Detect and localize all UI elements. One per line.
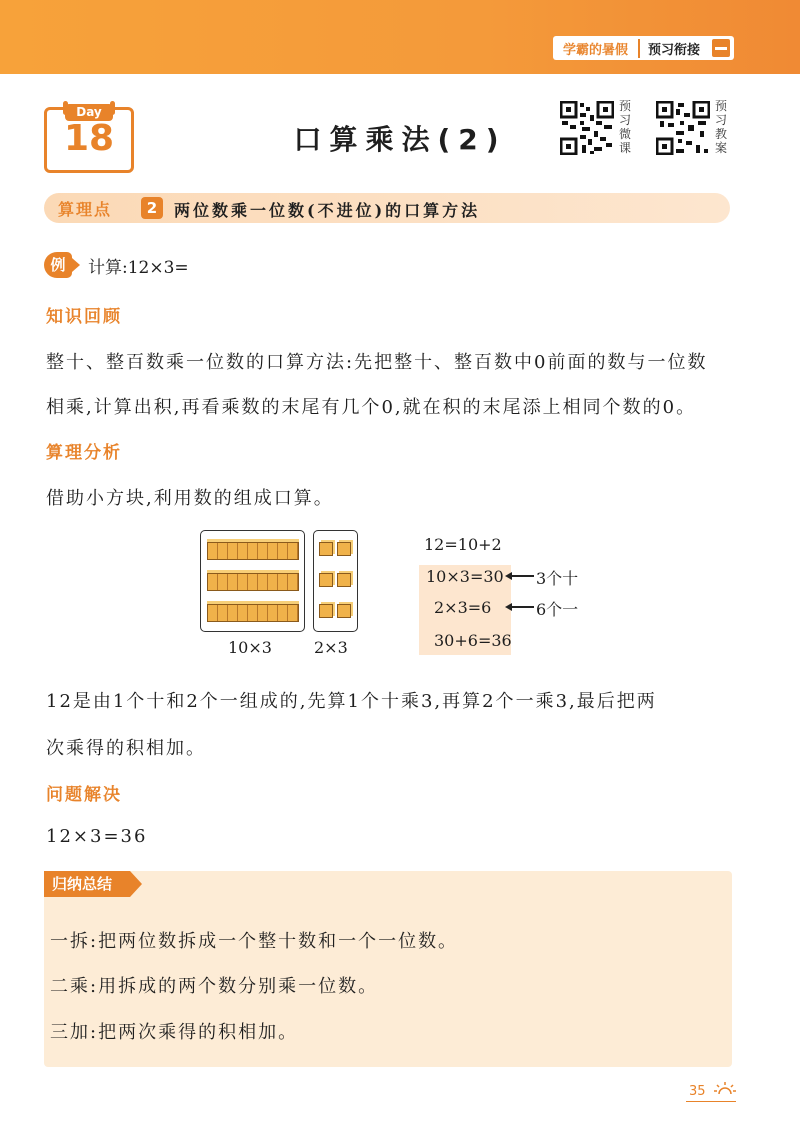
page-title: 口算乘法(2) [293, 123, 507, 156]
summary-step-add: 三加:把两次乘得的积相加。 [50, 1022, 299, 1043]
calc-step-2: 10×3=30 [426, 567, 504, 586]
key-point-label: 算理点 [58, 200, 113, 219]
example-badge: 例 [44, 252, 72, 278]
review-heading: 知识回顾 [46, 307, 122, 327]
solution-heading: 问题解决 [46, 785, 122, 805]
analysis-intro: 借助小方块,利用数的组成口算。 [46, 488, 334, 509]
review-line-2: 相乘,计算出积,再看乘数的末尾有几个0,就在积的末尾添上相同个数的0。 [46, 397, 697, 418]
series-subtitle: 预习衔接 [647, 42, 700, 58]
ten-rod-icon [207, 573, 299, 591]
summary-label: 归纳总结 [44, 871, 130, 897]
book-icon [712, 39, 730, 57]
ten-rod-icon [207, 604, 299, 622]
page-number: 35 [689, 1084, 706, 1099]
sun-icon [713, 1080, 737, 1098]
tens-caption: 10×3 [228, 638, 272, 657]
summary-step-split: 一拆:把两位数拆成一个整十数和一个一位数。 [50, 931, 459, 952]
calc-step-4: 30+6=36 [434, 631, 512, 650]
tens-note: 3个十 [536, 569, 579, 588]
calc-step-1: 12=10+2 [424, 535, 502, 554]
arrow-line [510, 575, 534, 577]
calc-step-3: 2×3=6 [434, 598, 492, 617]
qr-code-icon[interactable] [560, 101, 614, 155]
series-name: 学霸的暑假 [553, 39, 640, 58]
summary-step-multiply: 二乘:用拆成的两个数分别乘一位数。 [50, 976, 379, 997]
ten-rod-icon [207, 542, 299, 560]
example-arrow-icon [72, 258, 80, 272]
explanation-line-1: 12是由1个十和2个一组成的,先算1个十乘3,再算2个一乘3,最后把两 [46, 691, 657, 712]
ones-note: 6个一 [536, 600, 579, 619]
review-line-1: 整十、整百数乘一位数的口算方法:先把整十、整百数中0前面的数与一位数 [46, 352, 708, 373]
qr-label-lesson-plan: 预 习 教 案 [715, 99, 728, 155]
analysis-heading: 算理分析 [46, 443, 122, 463]
arrow-line [510, 606, 534, 608]
day-number: 18 [63, 118, 115, 159]
key-point-bar [44, 193, 730, 223]
series-tag [553, 36, 734, 60]
qr-code-icon[interactable] [656, 101, 710, 155]
ones-caption: 2×3 [314, 638, 348, 657]
page-number-underline [686, 1101, 736, 1102]
unit-cube-icon [319, 542, 333, 556]
day-label: Day [65, 104, 113, 121]
solution-answer: 12×3=36 [46, 826, 148, 847]
key-point-number: 2 [141, 197, 163, 219]
unit-cube-icon [337, 542, 351, 556]
ones-cubes-box [313, 530, 358, 632]
tens-rods-box [200, 530, 305, 632]
explanation-line-2: 次乘得的积相加。 [46, 738, 206, 759]
unit-cube-icon [337, 573, 351, 587]
unit-cube-icon [319, 604, 333, 618]
unit-cube-icon [319, 573, 333, 587]
qr-label-micro-lesson: 预 习 微 课 [619, 99, 632, 155]
key-point-text: 两位数乘一位数(不进位)的口算方法 [174, 201, 481, 220]
example-question: 计算:12×3= [88, 258, 189, 278]
unit-cube-icon [337, 604, 351, 618]
